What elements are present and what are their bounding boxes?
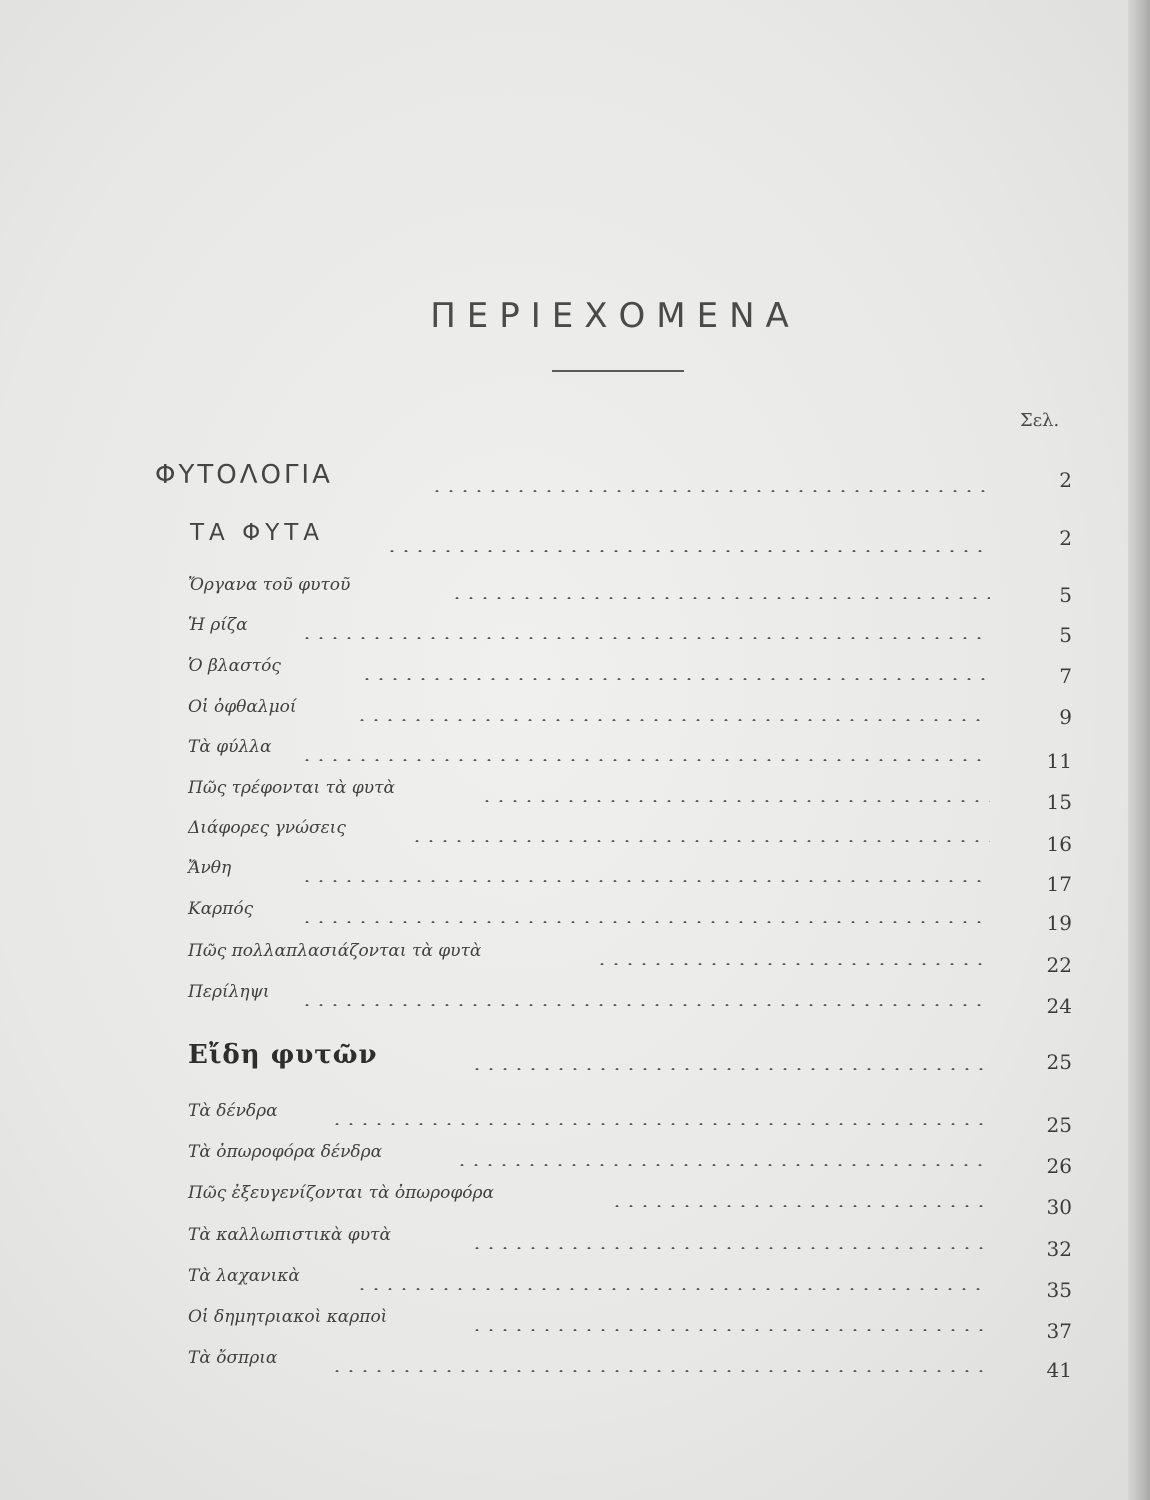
toc-entry-page: 19	[1046, 911, 1072, 935]
toc-entry	[0, 1225, 1150, 1259]
toc-entry-page: 2	[1059, 468, 1072, 492]
toc-entry-page: 35	[1046, 1278, 1072, 1302]
toc-entry	[0, 460, 1150, 494]
dot-leader	[410, 840, 990, 842]
page-column-label: Σελ.	[1020, 410, 1060, 431]
toc-entry-page: 17	[1046, 872, 1072, 896]
toc-entry-page: 5	[1059, 623, 1072, 647]
toc-entry-page: 22	[1046, 953, 1072, 977]
dot-leader	[595, 963, 990, 965]
dot-leader	[300, 1004, 990, 1006]
toc-entry	[0, 1101, 1150, 1135]
dot-leader	[360, 678, 990, 680]
toc-entry-page: 2	[1059, 526, 1072, 550]
dot-leader	[355, 719, 990, 721]
toc-entry	[0, 858, 1150, 896]
toc-entry-title: Ἄνθη	[188, 858, 232, 878]
dot-leader	[355, 1288, 990, 1290]
toc-entry-title: Τὰ ὄσπρια	[188, 1348, 278, 1368]
dot-leader	[470, 1247, 990, 1249]
toc-entry	[0, 615, 1150, 649]
page-title: ΠΕΡΙΕΧΟΜΕΝΑ	[430, 296, 800, 336]
toc-entry	[0, 1040, 1150, 1074]
toc-entry	[0, 941, 1150, 975]
toc-entry-title: Ἡ ρίζα	[188, 615, 248, 635]
toc-entry-page: 15	[1046, 790, 1072, 814]
toc-entry-title: ΤΑ ΦΥΤΑ	[190, 520, 325, 546]
toc-entry-page: 30	[1046, 1195, 1072, 1219]
toc-entry	[0, 1266, 1150, 1300]
dot-leader	[300, 637, 990, 639]
dot-leader	[300, 921, 990, 923]
toc-entry	[0, 1142, 1150, 1176]
toc-entry	[0, 1348, 1150, 1382]
toc-entry-title: Τὰ καλλωπιστικὰ φυτὰ	[188, 1225, 391, 1245]
dot-leader	[455, 1164, 990, 1166]
toc-entry-page: 41	[1046, 1358, 1072, 1382]
dot-leader	[480, 800, 990, 802]
toc-entry-title: Οἱ ὀφθαλμοί	[188, 697, 297, 717]
toc-entry-title: Οἱ δημητριακοὶ καρποὶ	[188, 1307, 388, 1327]
toc-entry-page: 7	[1059, 664, 1072, 688]
dot-leader	[610, 1205, 990, 1207]
toc-entry	[0, 778, 1150, 812]
toc-entry-title: Τὰ φύλλα	[188, 737, 272, 757]
dot-leader	[385, 550, 985, 552]
dot-leader	[470, 1068, 990, 1070]
toc-entry	[0, 575, 1150, 609]
dot-leader	[450, 597, 990, 599]
toc-entry-title: Τὰ δένδρα	[188, 1101, 278, 1121]
toc-entry-title: Ὄργανα τοῦ φυτοῦ	[188, 575, 351, 595]
dot-leader	[470, 1329, 990, 1331]
toc-entry-title: Καρπός	[188, 899, 254, 919]
toc-entry	[0, 697, 1150, 731]
toc-entry-page: 16	[1046, 832, 1072, 856]
toc-entry	[0, 899, 1150, 933]
toc-entry-title: Πῶς τρέφονται τὰ φυτὰ	[188, 778, 395, 798]
toc-entry-title: ΦΥΤΟΛΟΓΙΑ	[155, 460, 333, 490]
toc-entry-page: 26	[1046, 1154, 1072, 1178]
toc-entry-page: 24	[1046, 994, 1072, 1018]
title-underline	[552, 370, 684, 372]
toc-entry-title: Τὰ ὀπωροφόρα δένδρα	[188, 1142, 383, 1162]
toc-entry	[0, 656, 1150, 690]
toc-entry	[0, 982, 1150, 1016]
toc-entry-page: 32	[1046, 1237, 1072, 1261]
toc-entry	[0, 520, 1150, 554]
toc-entry-page: 11	[1046, 749, 1072, 773]
dot-leader	[430, 490, 985, 492]
dot-leader	[300, 759, 990, 761]
dot-leader	[330, 1370, 990, 1372]
toc-entry-page: 25	[1046, 1050, 1072, 1074]
dot-leader	[300, 880, 990, 882]
toc-entry	[0, 737, 1150, 771]
toc-entry	[0, 1307, 1150, 1341]
toc-entry-title: Πῶς ἐξευγενίζονται τὰ ὀπωροφόρα	[188, 1183, 494, 1203]
toc-entry-page: 5	[1059, 583, 1072, 607]
dot-leader	[330, 1123, 990, 1125]
toc-entry-title: Εἴδη φυτῶν	[188, 1040, 378, 1070]
toc-entry-title: Διάφορες γνώσεις	[188, 818, 346, 838]
toc-entry-title: Ὁ βλαστός	[188, 656, 281, 676]
toc-entry	[0, 1183, 1150, 1217]
toc-entry-page: 9	[1059, 705, 1072, 729]
toc-entry-title: Πῶς πολλαπλασιάζονται τὰ φυτὰ	[188, 941, 482, 961]
toc-entry-title: Περίληψι	[188, 982, 270, 1002]
toc-entry-page: 25	[1046, 1113, 1072, 1137]
toc-entry-title: Τὰ λαχανικὰ	[188, 1266, 300, 1286]
toc-entry-page: 37	[1046, 1319, 1072, 1343]
toc-entry	[0, 818, 1150, 856]
